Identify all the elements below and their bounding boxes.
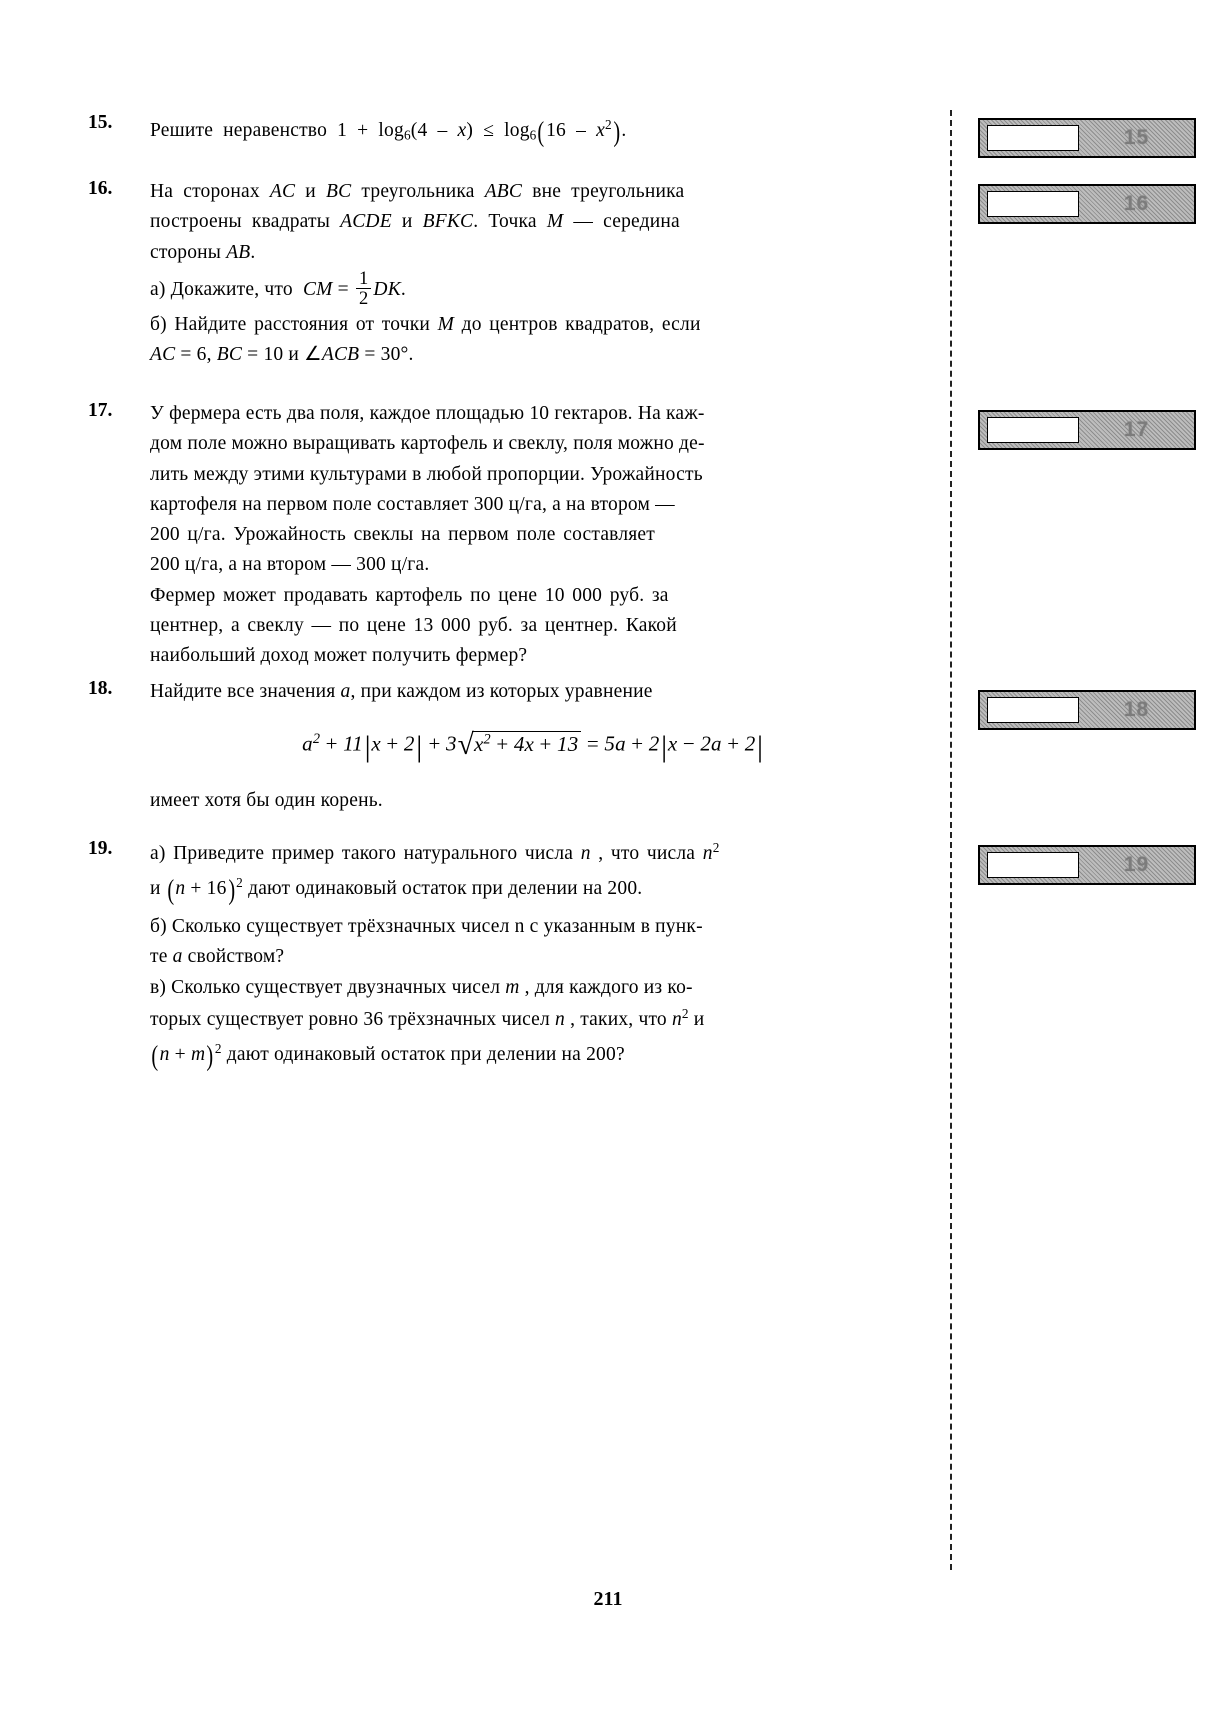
- task-number-18: 18.: [88, 678, 113, 699]
- task-body-18: [150, 678, 916, 815]
- task-18-equation: $a^2 + 11|x + 2| + 3√x^2 + 4x + 13 = 5a + 2|x - 2a + 2|$: [302, 729, 764, 763]
- answer-input-16[interactable]: [987, 191, 1079, 217]
- task-19-item-v-line3: $(n + m)^2$ дают одинаковый остаток при делении на 200?: [151, 1041, 625, 1073]
- task-17-line-6: 200 ц/га, а на втором — 300 ц/га.: [150, 554, 430, 576]
- answer-box-number-19: 19: [1123, 853, 1150, 876]
- answer-input-18[interactable]: [987, 697, 1079, 723]
- task-19-item-v-line1: в) Сколько существует двузначных чисел m , для каждого из ко-: [150, 976, 693, 998]
- task-17-line-3: лить между этими культурами в любой пропорции. Урожайность: [150, 463, 703, 485]
- task-17-line-2: дом поле можно выращивать картофель и свеклу, поля можно де-: [150, 433, 705, 455]
- task-19-item-v-line2: торых существует ровно 36 трёхзначных чисел n , таких, что $n^2$ и: [150, 1005, 705, 1030]
- task-19: [88, 838, 916, 1079]
- task-body-16: [150, 178, 916, 369]
- task-number-17: 17.: [88, 400, 113, 421]
- task-17-line-9: наибольший доход может получить фермер?: [150, 645, 528, 667]
- page-number: 211: [593, 1588, 623, 1610]
- answer-box-number-17: 17: [1123, 418, 1150, 441]
- task-17: [88, 400, 916, 672]
- task-16-item-a-prefix: а) Докажите, что: [150, 278, 293, 300]
- task-17-line-1: У фермера есть два поля, каждое площадью 10 гектаров. На каж-: [150, 403, 705, 424]
- answer-box-18[interactable]: [978, 690, 1196, 730]
- task-16-line2: построены квадраты ACDE и BFKC. Точка M — середина: [150, 211, 680, 233]
- task-19-item-a-line2: и $(n + 16)^2$ дают одинаковый остаток при делении на 200.: [150, 875, 643, 907]
- task-18-line2: имеет хотя бы один корень.: [150, 789, 383, 811]
- task-18-line1: Найдите все значения a, при каждом из которых уравнение: [150, 681, 653, 702]
- answer-box-number-18: 18: [1123, 698, 1150, 721]
- dashed-cut-line: [950, 110, 952, 1570]
- task-body-17: [150, 400, 916, 670]
- answer-box-17[interactable]: [978, 410, 1196, 450]
- answer-box-16[interactable]: [978, 184, 1196, 224]
- task-16-item-b-line1: б) Найдите расстояния от точки M до центров квадратов, если: [150, 313, 701, 335]
- answer-box-15[interactable]: [978, 118, 1196, 158]
- task-15: [88, 112, 916, 155]
- answer-box-19[interactable]: [978, 845, 1196, 885]
- task-16-line3: стороны AB.: [150, 241, 256, 263]
- task-16-item-a: [150, 269, 916, 309]
- task-17-line-8: центнер, а свеклу — по цене 13 000 руб. за центнер. Какой: [150, 614, 677, 636]
- task-number-15: 15.: [88, 112, 113, 133]
- answer-box-number-16: 16: [1123, 192, 1150, 215]
- task-15-formula: $1 + \log_6(4 - x) \le \log_6(16 - x^2)$.: [337, 117, 627, 148]
- task-16-item-b-line2: AC = 6, BC = 10 и ∠ACB = 30°.: [150, 343, 414, 365]
- task-19-item-b-line2: те a свойством?: [150, 946, 285, 968]
- answer-input-15[interactable]: [987, 125, 1079, 151]
- answer-input-17[interactable]: [987, 417, 1079, 443]
- answer-input-19[interactable]: [987, 852, 1079, 878]
- task-19-item-b-line1: б) Сколько существует трёхзначных чисел n с указанным в пунк-: [150, 916, 703, 938]
- task-17-line-4: картофеля на первом поле составляет 300 ц/га, а на втором —: [150, 493, 675, 515]
- task-body-19: [150, 838, 916, 1077]
- task-16: [88, 178, 916, 371]
- task-19-item-a-line1: а) Приведите пример такого натурального числа n , что числа $n^2$: [150, 840, 720, 864]
- task-15-prompt: Решите неравенство: [150, 119, 328, 141]
- task-number-16: 16.: [88, 178, 113, 199]
- task-18: [88, 678, 916, 817]
- answer-box-number-15: 15: [1123, 126, 1150, 149]
- task-16-line1: На сторонах AC и BC треугольника ABC вне треугольника: [150, 181, 685, 202]
- task-17-line-5: 200 ц/га. Урожайность свеклы на первом поле составляет: [150, 524, 656, 546]
- task-number-19: 19.: [88, 838, 113, 859]
- task-16-item-a-formula: CM = $\frac{1}{2}$ DK.: [302, 267, 406, 310]
- task-17-line-7: Фермер может продавать картофель по цене 10 000 руб. за: [150, 584, 669, 606]
- task-body-15: [150, 112, 916, 153]
